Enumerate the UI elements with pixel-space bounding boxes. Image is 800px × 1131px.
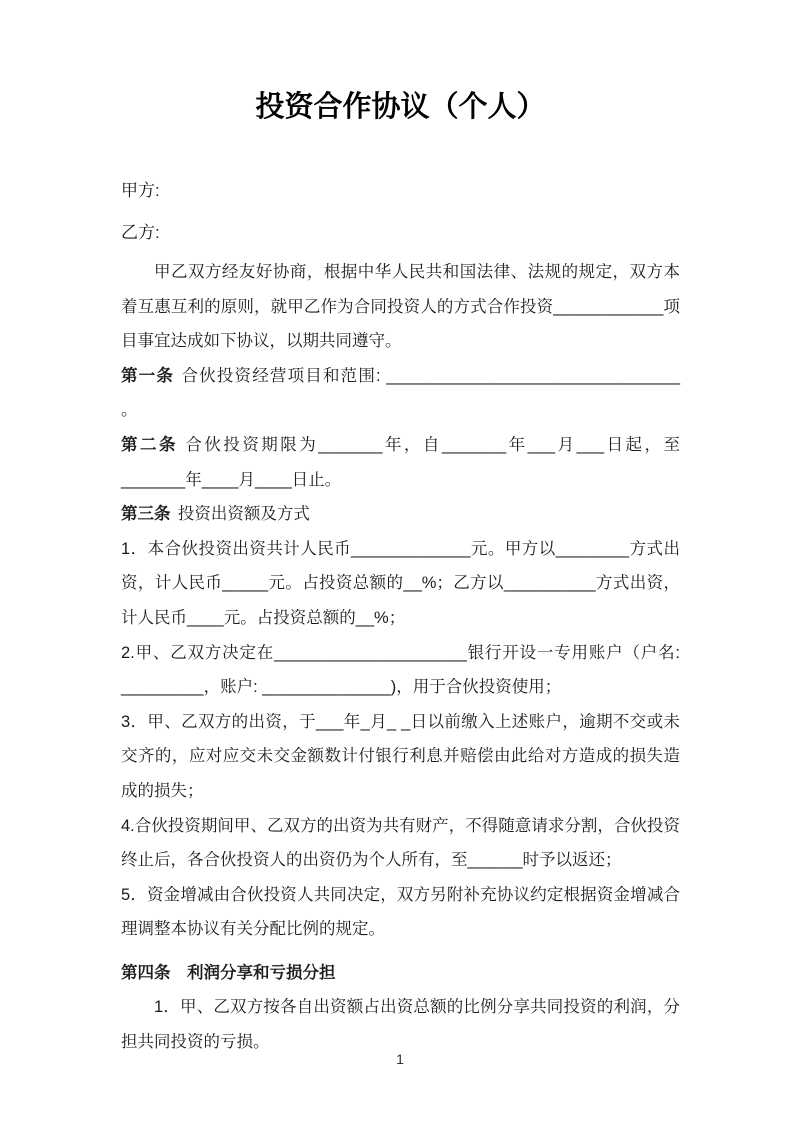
clause-2-label: 第二条 xyxy=(121,435,178,454)
clause-1 xyxy=(121,359,680,428)
article3-item-2: 2.甲、乙双方决定在_____________________银行开设一专用账户（户名: _________，账户: ______________)，用于合伙投资使用； xyxy=(121,643,680,697)
article3-item-5: 5．资金增减由合伙投资人共同决定，双方另附补充协议约定根据资金增减合理调整本协议有关分配比例的规定。 xyxy=(121,885,680,939)
page-number: 1 xyxy=(396,1051,404,1067)
parties-block xyxy=(121,170,680,254)
clause-1-text: 合伙投资经营项目和范围: ________________________________ 。 xyxy=(121,366,681,420)
preamble-paragraph: 甲乙双方经友好协商，根据中华人民共和国法律、法规的规定，双方本着互惠互利的原则，就甲乙作为合同投资人的方式合作投资____________项目事宜达成如下协议，以期共同遵守。 xyxy=(121,263,680,351)
clause-3-label: 第三条 xyxy=(121,505,171,524)
clause-2-text: 合伙投资期限为_______年，自_______年___月___日起，至_______年____月____日止。 xyxy=(121,435,681,489)
article3-item-4: 4.合伙投资期间甲、乙双方的出资为共有财产，不得随意请求分割，合伙投资终止后，各合伙投资人的出资仍为个人所有，至______时予以返还； xyxy=(121,816,680,870)
clause-3-text: 投资出资额及方式 xyxy=(177,505,310,524)
clause-1-label: 第一条 xyxy=(121,366,175,385)
party-a-line: 甲方: xyxy=(121,181,160,200)
article3-item-1: 1．本合伙投资出资共计人民币_____________元。甲方以________方式出资，计人民币_____元。占投资总额的__%；乙方以__________方式出资，计人民币____元。占投资总额的__%； xyxy=(121,539,680,627)
clause-2 xyxy=(121,428,680,497)
article4-title: 利润分享和亏损分担 xyxy=(187,963,336,982)
article3-item-3: 3．甲、乙双方的出资，于___年_月_ _日以前缴入上述账户，逾期不交或未交齐的，应对应交未交金额数计付银行利息并赔偿由此给对方造成的损失造成的损失； xyxy=(121,712,680,800)
article4-heading xyxy=(121,956,680,991)
clause-3 xyxy=(121,497,680,532)
article4-item-1: 1．甲、乙双方按各自出资额占出资总额的比例分享共同投资的利润，分担共同投资的亏损。 xyxy=(121,998,680,1052)
party-b-line: 乙方: xyxy=(121,223,160,242)
document-title: 投资合作协议（个人） xyxy=(255,91,546,123)
article4-label: 第四条 xyxy=(121,963,171,982)
